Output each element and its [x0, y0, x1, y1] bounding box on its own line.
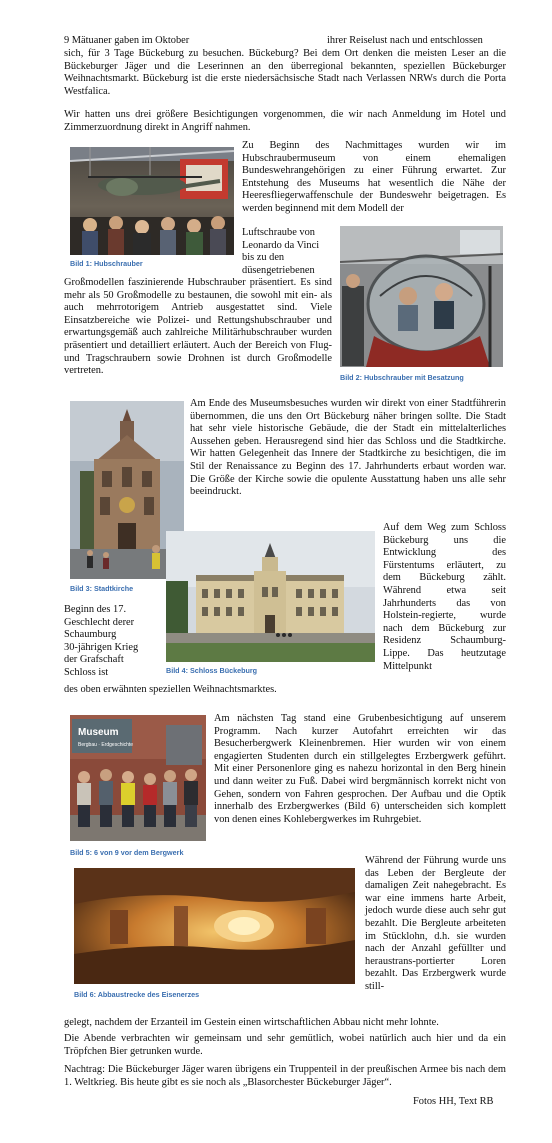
castle-line: Schaumburg — [64, 629, 117, 641]
castle-paragraph-right: Auf dem Weg zum Schloss Bückeburg uns die Entwicklung des Fürstentums erläutert, zu dem Bückeburg zählt. Während etwa seit Jahrhunderts das von Holstein-regierte, wurde nach dem Bückeburg zur Residenz Schaumburg-Lippe. Das heutzutage Mittelpunkt — [383, 522, 506, 672]
castle-line: der Grafschaft — [64, 654, 124, 666]
photo-castle — [166, 531, 375, 662]
castle-paragraph-left — [64, 604, 162, 680]
plan-paragraph: Wir hatten uns drei größere Besichtigungen vorgenommen, die wir nach Anmeldung im Hotel und Zimmerzuordnung direkt in Angriff nahmen. — [64, 109, 506, 133]
photo-group-mine — [70, 715, 206, 841]
helicopter-paragraph-b — [242, 227, 334, 277]
castle-line: Geschlecht derer — [64, 616, 135, 628]
helicopter-paragraph-c: Großmodellen faszinierende Hubschrauber präsentiert. Es sind mehr als 50 Großmodelle zu bestaunen, die sowohl mit ein- als auch mehrrotorigem Antrieb ausgestattet sind. Viele Einsatzbereiche wie Polizei- und Rettungshubschrauber und erwartungsgemäß auch zahlreiche Militärhubschrauber wurden präsentiert und detailliert erläutert. Auch der Bereich von Flug- und Tragschraubern sowie Drohnen ist durch Großmodelle vertreten. — [64, 277, 332, 377]
caption-bild3: Bild 3: Stadtkirche — [70, 584, 134, 593]
castle-line: 30-jährigen Krieg — [64, 641, 139, 653]
photo-ore-tunnel — [74, 868, 355, 984]
castle-paragraph-tail: des oben erwähnten speziellen Weihnachtsmarktes. — [64, 684, 277, 695]
intro-line1-b: ihrer Reiselust nach und entschlossen — [327, 35, 483, 46]
postscript-paragraph: Nachtrag: Die Bückeburger Jäger waren übrigens ein Truppenteil in der preußischen Armee bis nach dem 1. Weltkrieg. Bis heute gibt es sie noch als „Blasorchester Bückeburger Jäger“. — [64, 1064, 506, 1088]
heli-line: Leonardo da Vinci — [242, 239, 320, 251]
caption-bild6: Bild 6: Abbaustrecke des Eisenerzes — [74, 990, 200, 999]
photo-text-credits: Fotos HH, Text RB — [413, 1096, 494, 1107]
mine-paragraph: Am nächsten Tag stand eine Grubenbesichtigung auf unserem Programm. Nach kurzer Autofahrt erreichten wir das Besucherbergwerk Kleinenbremen. Hier wurden wir von einem engagierten Studenten durch ein stillgelegtes Erzbergwerk geführt. Mit einer Personenlore ging es nahezu horizontal in den Berg hinein und dann weiter zu Fuß. Dabei wird bergmännisch korrekt nicht von Gehen, sondern von Fahren gesprochen. Der Aufbau und die Optik innerhalb des Erzbergwerkes (Bild 6) unterscheiden sich komplett von denen eines Kohlebergwerkes im Ruhrgebiet. — [214, 713, 506, 825]
heli-line: Luftschraube von — [242, 227, 315, 238]
tour-paragraph-right: Während der Führung wurde uns das Leben der Bergleute der damaligen Zeit nahegebracht. Es war eine immens harte Arbeit, jedoch wurde diese auch sehr gut bezahlt. Die Bergleute arbeiteten im Stücklohn, d.h. sie wurden nach der Anzahl gefüllter und heraustrans-portierter Loren bezahlt. Das Erzbergwerk wurde still- — [365, 855, 506, 992]
caption-bild5: Bild 5: 6 von 9 vor dem Bergwerk — [70, 848, 184, 857]
museum-sign-subtext: Bergbau · Erdgeschichte — [78, 742, 134, 748]
tour-paragraph-tail: gelegt, nachdem der Erzanteil im Gestein einen wirtschaftlichen Abbau nicht mehr lohnte. — [64, 1017, 439, 1028]
caption-bild1: Bild 1: Hubschrauber — [70, 259, 143, 268]
caption-bild2: Bild 2: Hubschrauber mit Besatzung — [340, 373, 464, 382]
museum-sign-text: Museum — [78, 727, 119, 738]
helicopter-paragraph-a: Zu Beginn des Nachmittages wurden wir im Hubschraubermuseum von einem ehemaligen Bundeswehrangehörigen zu einer Führung erwartet. Zur Entstehung des Museums hat wesentlich die Nähe der Heeresfliegerwaffenschule der Bundeswehr beigetragen. Es werden beginnend mit dem Modell der — [242, 140, 506, 214]
castle-line: Schloss ist — [64, 666, 109, 678]
heli-line: bis zu den — [242, 252, 285, 264]
castle-line: Beginn des 17. — [64, 604, 127, 615]
intro-line1-a: 9 Mätuaner gaben im Oktober — [64, 35, 190, 46]
photo-helicopter-hall — [70, 147, 234, 255]
heli-line: düsengetriebenen — [242, 264, 315, 276]
caption-bild4: Bild 4: Schloss Bückeburg — [166, 666, 258, 675]
intro-paragraph: sich, für 3 Tage Bückeburg zu besuchen. Bückeburg? Bei dem Ort denken die meisten Leser an die Bückeburger Jäger und die Leserinnen an den überregional bekannten, speziellen Bückeburger Weihnachtsmarkt. Bückeburg ist die erste niedersächsische Stadt nach Verlassen NRWs durch die Porta Westfalica. — [64, 48, 506, 97]
evening-paragraph: Die Abende verbrachten wir gemeinsam und sehr gemütlich, wobei natürlich auch hier und da ein Tröpfchen Bier getrunken wurde. — [64, 1033, 506, 1057]
city-tour-paragraph: Am Ende des Museumsbesuches wurden wir direkt von einer Stadtführerin übernommen, die uns den Ort Bückeburg näher bringen sollte. Die Stadt hat sehr viele historische Gebäude, die der Stadt ein mittelalterliches Aussehen geben. Herausregend sind hier das Schloss und die Stadtkirche. Wir hatten Gelegenheit das Innere der Stadtkirche zu besichtigen, die im Stil der Renaissance zu Beginn des 17. Jahrhunderts erbaut worden war. Die Größe der Kirche sowie die opulente Ausstattung haben uns alle sehr beeindruckt. — [190, 398, 506, 498]
photo-helicopter-crew — [340, 226, 503, 367]
